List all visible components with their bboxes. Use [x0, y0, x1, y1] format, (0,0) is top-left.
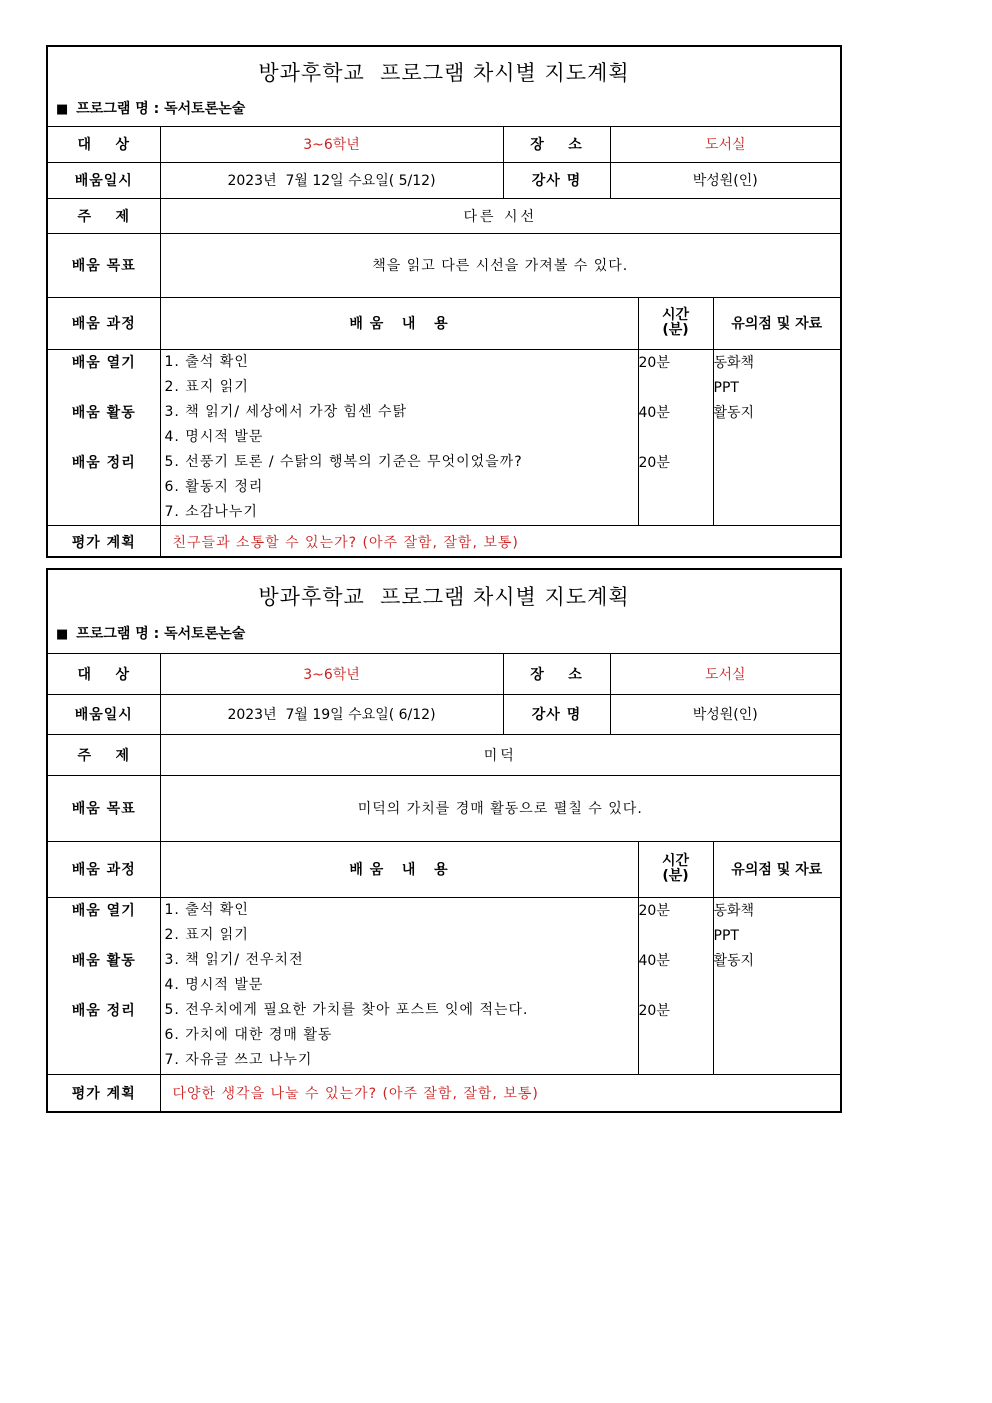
eval-value: 친구들과 소통할 수 있는가? (아주 잘함, 잘함, 보통) — [160, 525, 840, 558]
square-bullet-icon: ■ — [56, 102, 69, 117]
stage-item: 배움 정리 — [71, 1002, 136, 1019]
topic-value: 미덕 — [160, 734, 840, 775]
content-item: 6. 가치에 대한 경매 활동 — [164, 1026, 333, 1043]
material-item: PPT — [713, 927, 739, 944]
goal-value: 책을 읽고 다른 시선을 가져볼 수 있다. — [160, 233, 840, 297]
content-item: 4. 명시적 발문 — [164, 976, 264, 993]
plan-header — [48, 47, 840, 127]
material-item: PPT — [713, 379, 739, 396]
target-label: 대 상 — [48, 127, 160, 162]
time-list — [638, 897, 713, 1074]
teacher-label: 강사 명 — [503, 694, 610, 734]
program-name-text: 프로그램 명 : 독서토론논술 — [76, 101, 246, 117]
time-header-line1: 시간 — [661, 853, 690, 869]
notes-header: 유의점 및 자료 — [713, 297, 840, 349]
content-item: 2. 표지 읽기 — [164, 926, 249, 943]
topic-label: 주 제 — [48, 734, 160, 775]
notes-header: 유의점 및 자료 — [713, 841, 840, 897]
program-name-text: 프로그램 명 : 독서토론논술 — [76, 626, 246, 642]
content-item: 7. 소감나누기 — [164, 503, 258, 520]
materials-list — [713, 897, 840, 1074]
place-value: 도서실 — [610, 127, 840, 162]
content-header: 배 움 내 용 — [160, 841, 638, 897]
time-header — [638, 841, 713, 897]
time-item — [639, 923, 713, 948]
eval-label: 평가 계획 — [48, 1074, 160, 1111]
stage-item: 배움 정리 — [71, 454, 136, 471]
place-label: 장 소 — [503, 127, 610, 162]
stage-list — [48, 349, 160, 525]
stage-list — [48, 897, 160, 1074]
lesson-plan-1 — [46, 45, 842, 558]
date-label: 배움일시 — [48, 694, 160, 734]
process-label: 배움 과정 — [48, 297, 160, 349]
date-value: 2023년 7월 19일 수요일( 6/12) — [160, 694, 503, 734]
plan-header — [48, 570, 840, 654]
content-item: 2. 표지 읽기 — [164, 378, 249, 395]
time-item: 40분 — [638, 404, 670, 421]
time-item: 20분 — [638, 902, 670, 919]
content-item: 4. 명시적 발문 — [164, 428, 264, 445]
stage-item: 배움 활동 — [71, 404, 136, 421]
content-list — [160, 349, 638, 525]
time-item: 20분 — [638, 454, 670, 471]
stage-item — [48, 923, 160, 948]
eval-label: 평가 계획 — [48, 525, 160, 558]
time-header-line2: (분) — [662, 868, 689, 884]
content-item: 7. 자유글 쓰고 나누기 — [164, 1051, 313, 1068]
teacher-value: 박성원(인) — [610, 694, 840, 734]
goal-label: 배움 목표 — [48, 775, 160, 841]
time-header-line2: (분) — [662, 322, 689, 338]
stage-item — [48, 425, 160, 450]
plan-title: 방과후학교 프로그램 차시별 지도계획 — [258, 585, 630, 609]
eval-value: 다양한 생각을 나눌 수 있는가? (아주 잘함, 잘함, 보통) — [160, 1074, 840, 1111]
material-item: 동화책 — [713, 354, 755, 371]
time-item — [639, 973, 713, 998]
date-label: 배움일시 — [48, 162, 160, 198]
time-item: 20분 — [638, 1002, 670, 1019]
topic-value: 다른 시선 — [160, 198, 840, 233]
material-item: 활동지 — [713, 404, 755, 421]
teacher-label: 강사 명 — [503, 162, 610, 198]
content-item: 3. 책 읽기/ 세상에서 가장 힘센 수탉 — [164, 403, 408, 420]
stage-item — [48, 973, 160, 998]
content-item: 1. 출석 확인 — [164, 901, 249, 918]
stage-item: 배움 활동 — [71, 952, 136, 969]
program-name — [56, 623, 245, 643]
program-name — [56, 98, 245, 118]
date-value: 2023년 7월 12일 수요일( 5/12) — [160, 162, 503, 198]
topic-label: 주 제 — [48, 198, 160, 233]
teacher-value: 박성원(인) — [610, 162, 840, 198]
content-item: 1. 출석 확인 — [164, 353, 249, 370]
stage-item — [48, 375, 160, 400]
place-label: 장 소 — [503, 654, 610, 694]
content-item: 5. 선풍기 토론 / 수탉의 행복의 기준은 무엇이었을까? — [164, 453, 523, 470]
target-value: 3~6학년 — [160, 654, 503, 694]
stage-item: 배움 열기 — [71, 902, 136, 919]
goal-label: 배움 목표 — [48, 233, 160, 297]
content-header: 배 움 내 용 — [160, 297, 638, 349]
plan-table — [48, 654, 840, 1111]
material-item: 동화책 — [713, 902, 755, 919]
lesson-plan-2 — [46, 568, 842, 1113]
content-list — [160, 897, 638, 1074]
time-item — [639, 425, 713, 450]
time-list — [638, 349, 713, 525]
plan-table — [48, 127, 840, 558]
process-label: 배움 과정 — [48, 841, 160, 897]
square-bullet-icon: ■ — [56, 627, 69, 642]
material-item: 활동지 — [713, 952, 755, 969]
content-item: 5. 전우치에게 필요한 가치를 찾아 포스트 잇에 적는다. — [164, 1001, 529, 1018]
plan-title: 방과후학교 프로그램 차시별 지도계획 — [258, 61, 630, 85]
content-item: 3. 책 읽기/ 전우치전 — [164, 951, 304, 968]
content-item: 6. 활동지 정리 — [164, 478, 264, 495]
goal-value: 미덕의 가치를 경매 활동으로 펼칠 수 있다. — [160, 775, 840, 841]
place-value: 도서실 — [610, 654, 840, 694]
target-value: 3~6학년 — [160, 127, 503, 162]
target-label: 대 상 — [48, 654, 160, 694]
time-item: 40분 — [638, 952, 670, 969]
time-header — [638, 297, 713, 349]
time-item — [639, 375, 713, 400]
time-item: 20분 — [638, 354, 670, 371]
stage-item: 배움 열기 — [71, 354, 136, 371]
time-header-line1: 시간 — [661, 307, 690, 323]
materials-list — [713, 349, 840, 525]
